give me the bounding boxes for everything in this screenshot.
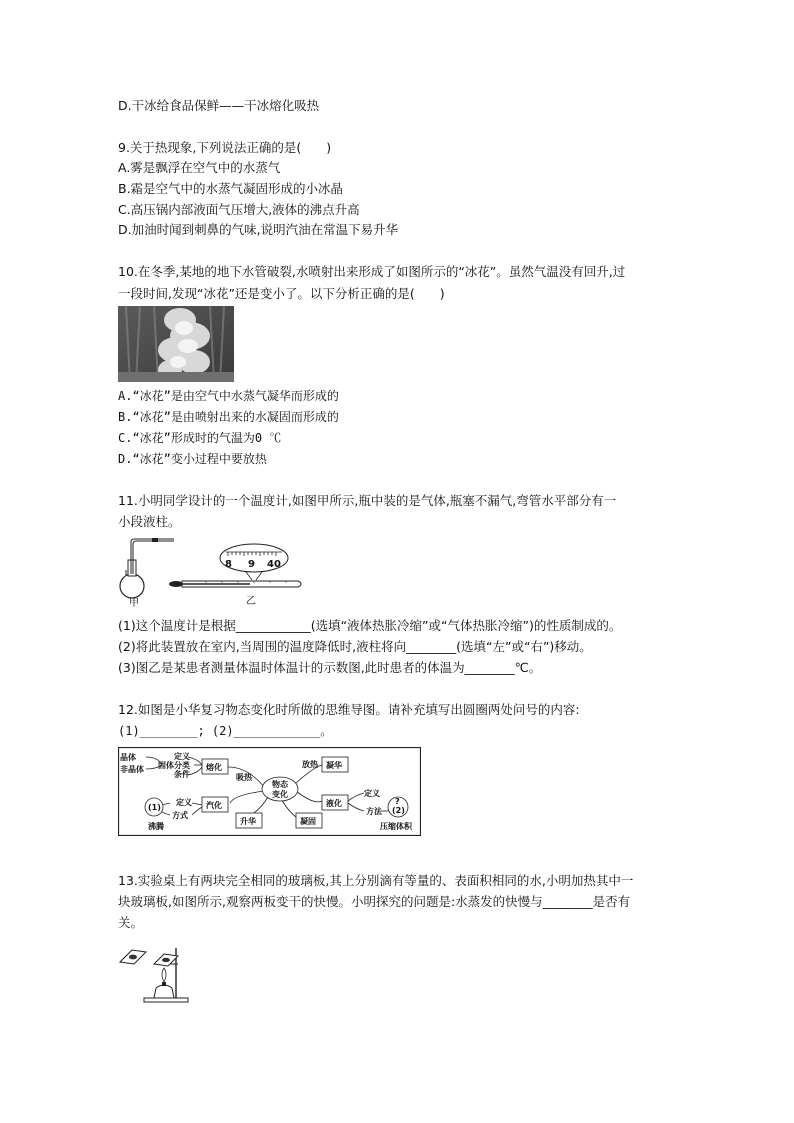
map-dingyi: 定义 — [174, 752, 190, 761]
clinical-thermometer-figure — [166, 540, 316, 608]
q11-stem-line2: 小段液柱。 — [118, 514, 181, 529]
q9-option-a: A.雾是飘浮在空气中的水蒸气 — [118, 160, 281, 175]
map-tiaojian: 条件 — [174, 770, 190, 779]
map-fangshi: 方式 — [172, 811, 188, 820]
map-wutai2: 变化 — [272, 790, 288, 799]
q9-stem: 9.关于热现象,下列说法正确的是( ) — [118, 140, 332, 155]
phase-change-mind-map — [118, 747, 421, 836]
q9-option-b: B.霜是空气中的水蒸气凝固形成的小冰晶 — [118, 181, 344, 196]
q11-stem-line1: 11.小明同学设计的一个温度计,如图甲所示,瓶中装的是气体,瓶塞不漏气,弯管水平部分有一 — [118, 493, 617, 508]
q13-stem-line1: 13.实验桌上有两块完全相同的玻璃板,其上分别滴有等量的、表面积相同的水,小明加热其中一 — [118, 873, 634, 888]
map-fangre: 放热 — [302, 760, 318, 769]
map-q2-mark: ? — [395, 797, 400, 806]
map-fangfa: 方法 — [366, 807, 382, 816]
scale-label-40: 40 — [267, 559, 281, 570]
map-wutai1: 物态 — [272, 780, 288, 789]
q11-part1: (1)这个温度计是根据____________(选填“液体热胀冷缩”或“气体热胀冷缩”)的性质制成的。 — [118, 618, 622, 633]
map-dingyi3: 定义 — [364, 789, 380, 798]
evaporation-experiment-figure — [118, 942, 192, 1004]
map-feijingti: 非晶体 — [120, 765, 144, 774]
figure-label-jia: 甲 — [129, 598, 139, 608]
q9-option-d: D.加油时闻到刺鼻的气味,说明汽油在常温下易升华 — [118, 222, 399, 237]
q10-stem-line2: 一段时间,发现“冰花”还是变小了。以下分析正确的是( ) — [118, 286, 445, 301]
map-q2: (2) — [392, 806, 405, 815]
q13-stem-line2: 块玻璃板,如图所示,观察两板变干的快慢。小明探究的问题是:水蒸发的快慢与________是否有 — [118, 894, 631, 909]
map-ronghua: 熔化 — [206, 763, 222, 772]
q10-option-b: B.“冰花”是由喷射出来的水凝固而形成的 — [118, 410, 339, 424]
map-ninghua: 凝华 — [326, 761, 342, 770]
q12-stem: 12.如图是小华复习物态变化时所做的思维导图。请补充填写出圆圈两处问号的内容: — [118, 702, 580, 717]
map-ninggu: 凝固 — [300, 817, 316, 826]
ice-flower-photo — [118, 306, 234, 382]
map-q1: (1) — [148, 803, 161, 812]
map-xire: 吸热 — [236, 773, 252, 782]
q12-blanks: (1)________; (2)____________。 — [118, 724, 333, 738]
q10-stem-line1: 10.在冬季,某地的地下水管破裂,水喷射出来形成了如图所示的“冰花”。虽然气温没有回升,过 — [118, 264, 626, 279]
map-yasuo: 压缩体积 — [380, 822, 412, 831]
q8-option-d: D.干冰给食品保鲜——干冰熔化吸热 — [118, 98, 320, 113]
map-yehua: 液化 — [326, 799, 342, 808]
map-dingyi2: 定义 — [176, 798, 192, 807]
map-jingti: 晶体 — [120, 753, 136, 762]
map-feiteng: 沸腾 — [148, 822, 164, 831]
q10-option-c: C.“冰花”形成时的气温为0 ℃ — [118, 431, 282, 445]
scale-label-8: 8 — [225, 559, 232, 570]
q11-part2: (2)将此装置放在室内,当周围的温度降低时,液柱将向________(选填“左”或“右”)移动。 — [118, 639, 592, 654]
map-shenghua: 升华 — [240, 817, 256, 826]
q9-option-c: C.高压锅内部液面气压增大,液体的沸点升高 — [118, 202, 360, 217]
q10-option-d: D.“冰花”变小过程中要放热 — [118, 452, 267, 466]
q13-stem-line3: 关。 — [118, 915, 144, 930]
q10-option-a: A.“冰花”是由空气中水蒸气凝华而形成的 — [118, 389, 339, 403]
q11-part3: (3)图乙是某患者测量体温时体温计的示数图,此时患者的体温为________℃。 — [118, 660, 542, 675]
figure-label-yi: 乙 — [246, 596, 256, 607]
map-gutifenlei: 固体分类 — [158, 761, 190, 770]
map-qihua: 汽化 — [206, 801, 222, 810]
scale-label-9: 9 — [248, 559, 255, 570]
